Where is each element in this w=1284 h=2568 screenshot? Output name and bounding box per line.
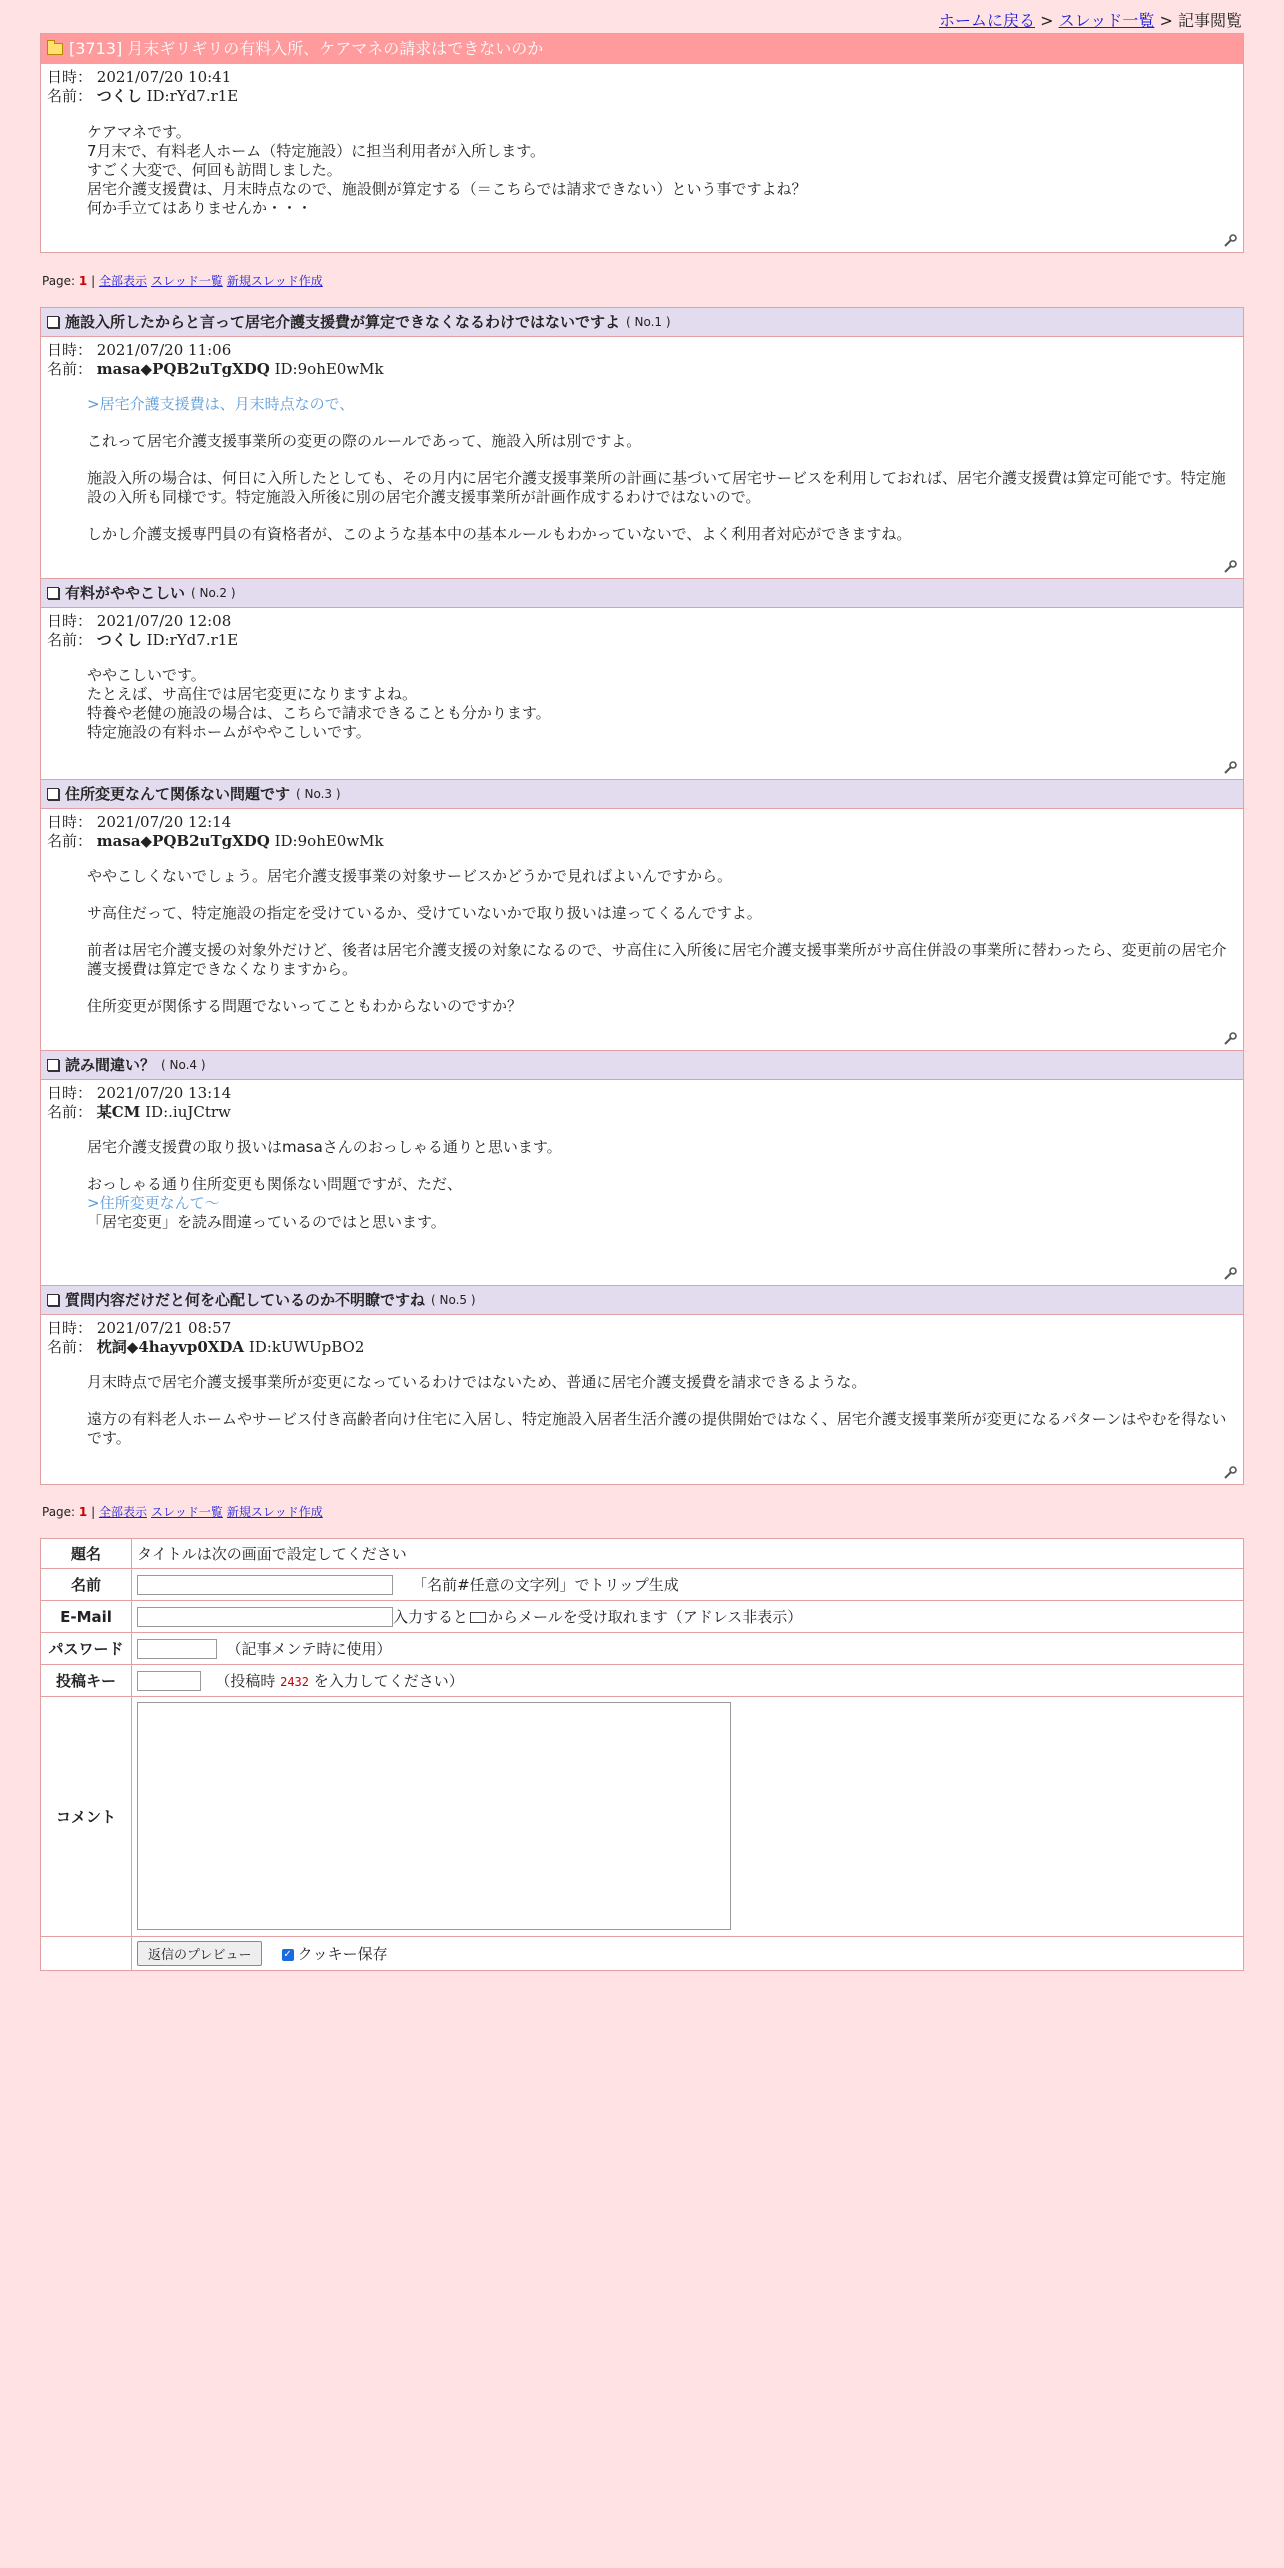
subject-text: タイトルは次の画面で設定してください (132, 1539, 1244, 1569)
post-line: 7月末で、有料老人ホーム（特定施設）に担当利用者が入所します。 (87, 142, 546, 160)
name-label: 名前： (47, 87, 93, 105)
reply-header (41, 579, 1243, 608)
pager-separator: | (87, 274, 99, 288)
post-date: 2021/07/20 10:41 (96, 68, 232, 86)
reply-post (41, 1050, 1243, 1285)
post-date: 2021/07/20 12:14 (96, 813, 232, 831)
folder-icon (47, 43, 63, 55)
post-key-hint-b: を入力してください） (313, 1671, 464, 1690)
post-body (41, 379, 1243, 544)
pager-separator: | (87, 1505, 99, 1519)
reply-title: 読み間違い？ (65, 1056, 156, 1074)
reply-post (41, 779, 1243, 1050)
post-meta (41, 64, 1243, 106)
date-label: 日時： (47, 612, 93, 630)
reply-post (41, 308, 1243, 578)
password-field-label: パスワード (41, 1633, 132, 1665)
post-key-hint-a: （投稿時 (215, 1671, 276, 1690)
breadcrumb-current: 記事閲覧 (1177, 11, 1242, 30)
new-thread-link[interactable]: 新規スレッド作成 (226, 1505, 323, 1519)
new-thread-link[interactable]: 新規スレッド作成 (226, 274, 323, 288)
author-name: masa◆PQB2uTgXDQ (96, 832, 270, 850)
reply-header (41, 308, 1243, 337)
reply-list (40, 307, 1244, 1485)
name-hint: 「名前#任意の文字列」でトリップ生成 (412, 1575, 679, 1594)
show-all-link[interactable]: 全部表示 (98, 274, 147, 288)
name-field-label: 名前 (41, 1569, 132, 1601)
edit-wrench-icon[interactable] (1223, 234, 1237, 248)
author-name: 枕詞◆4hayvp0XDA (96, 1338, 245, 1356)
post-line: 特養や老健の施設の場合は、こちらで請求できることも分かります。 (87, 704, 551, 722)
mail-icon (470, 1612, 486, 1623)
reply-title: 質問内容だけだと何を心配しているのか不明瞭ですね (65, 1291, 426, 1309)
post-paragraph: ややこしくないでしょう。居宅介護支援事業の対象サービスかどうかで見ればよいんですから。 (87, 867, 733, 885)
post-date: 2021/07/20 13:14 (96, 1084, 232, 1102)
post-line: 特定施設の有料ホームがややこしいです。 (87, 723, 371, 741)
comment-label: コメント (41, 1697, 132, 1937)
post-meta (41, 809, 1243, 851)
password-hint: （記事メンテ時に使用） (226, 1639, 392, 1658)
pager-prefix: Page: (42, 1505, 79, 1519)
current-page: 1 (78, 274, 88, 288)
reply-square-icon (47, 587, 59, 599)
post-body (41, 1122, 1243, 1232)
pager-prefix: Page: (42, 274, 79, 288)
edit-wrench-icon[interactable] (1223, 560, 1237, 574)
post-paragraph: 月末時点で居宅介護支援事業所が変更になっているわけではないため、普通に居宅介護支援費を請求できるような。 (87, 1373, 867, 1391)
reply-square-icon (47, 1059, 59, 1071)
post-line: 「居宅変更」を読み間違っているのではと思います。 (87, 1213, 446, 1231)
password-input[interactable] (137, 1639, 217, 1659)
author-id: ID:kUWUpBO2 (248, 1338, 365, 1356)
post-paragraph: 住所変更が関係する問題でないってこともわからないのですか？ (87, 997, 523, 1015)
post-meta (41, 1315, 1243, 1357)
post-body (41, 851, 1243, 1016)
thread-list-link[interactable]: スレッド一覧 (150, 1505, 223, 1519)
cookie-label: クッキー保存 (297, 1945, 388, 1963)
breadcrumb-separator: > (1034, 11, 1059, 30)
reply-number: ( No.5 ) (431, 1293, 476, 1307)
date-label: 日時： (47, 68, 93, 86)
post-date: 2021/07/20 12:08 (96, 612, 232, 630)
date-label: 日時： (47, 813, 93, 831)
quote-text: >居宅介護支援費は、月末時点なので、 (87, 395, 355, 413)
reply-number: ( No.4 ) (161, 1058, 206, 1072)
author-name: つくし (96, 631, 142, 649)
post-date: 2021/07/21 08:57 (96, 1319, 232, 1337)
pager-top (42, 272, 327, 289)
post-key-label: 投稿キー (41, 1665, 132, 1697)
post-meta (41, 608, 1243, 650)
name-label: 名前： (47, 1338, 93, 1356)
email-field-label: E-Mail (41, 1601, 132, 1633)
post-key-input[interactable] (137, 1671, 201, 1691)
author-name: つくし (96, 87, 142, 105)
edit-wrench-icon[interactable] (1223, 1032, 1237, 1046)
post-body (41, 650, 1243, 742)
name-label: 名前： (47, 832, 93, 850)
author-name: masa◆PQB2uTgXDQ (96, 360, 270, 378)
author-name: 某CM (96, 1103, 141, 1121)
post-meta (41, 337, 1243, 379)
name-label: 名前： (47, 1103, 93, 1121)
post-paragraph: 遠方の有料老人ホームやサービス付き高齢者向け住宅に入居し、特定施設入居者生活介護の提供開始ではなく、居宅介護支援事業所が変更になるパターンはやむを得ないです。 (87, 1410, 1227, 1447)
show-all-link[interactable]: 全部表示 (98, 1505, 147, 1519)
comment-textarea[interactable] (137, 1702, 731, 1930)
date-label: 日時： (47, 1319, 93, 1337)
reply-number: ( No.2 ) (191, 586, 236, 600)
breadcrumb (939, 8, 1242, 31)
reply-square-icon (47, 788, 59, 800)
reply-header (41, 1286, 1243, 1315)
post-date: 2021/07/20 11:06 (96, 341, 232, 359)
preview-button[interactable]: 返信のプレビュー (137, 1941, 262, 1966)
reply-number: ( No.3 ) (296, 787, 341, 801)
edit-wrench-icon[interactable] (1223, 1267, 1237, 1281)
post-paragraph: 施設入所の場合は、何日に入所したとしても、その月内に居宅介護支援事業所の計画に基づいて居宅サービスを利用しておれば、居宅介護支援費は算定可能です。特定施設の入所も同様です。特定施設入所後に別の居宅介護支援事業所が計画作成するわけではないので。 (87, 469, 1226, 506)
post-paragraph: しかし介護支援専門員の有資格者が、このような基本中の基本ルールもわかっていないで、よく利用者対応ができますね。 (87, 525, 912, 543)
reply-post (41, 578, 1243, 779)
parent-post-header (41, 34, 1243, 64)
subject-label: 題名 (41, 1539, 132, 1569)
parent-post (40, 33, 1244, 253)
home-link[interactable]: ホームに戻る (938, 11, 1035, 30)
quote-text: >住所変更なんて～ (87, 1194, 220, 1212)
post-key-value: 2432 (280, 1674, 310, 1689)
email-input[interactable] (137, 1607, 393, 1627)
author-id: ID:9ohE0wMk (274, 832, 384, 850)
author-id: ID:.iuJCtrw (145, 1103, 231, 1121)
reply-form (40, 1538, 1244, 1971)
name-label: 名前： (47, 360, 93, 378)
thread-list-link[interactable]: スレッド一覧 (150, 274, 223, 288)
empty-cell (41, 1937, 132, 1971)
email-hint-b: からメールを受け取れます（アドレス非表示） (488, 1607, 803, 1626)
reply-title: 有料がややこしい (65, 584, 186, 602)
post-body (41, 106, 1243, 218)
reply-title: 住所変更なんて関係ない問題です (65, 785, 291, 803)
post-line: ややこしいです。 (87, 666, 206, 684)
post-meta (41, 1080, 1243, 1122)
cookie-checkbox[interactable]: ✓ (283, 1948, 292, 1960)
edit-wrench-icon[interactable] (1223, 761, 1237, 775)
reply-header (41, 1051, 1243, 1080)
reply-square-icon (47, 1294, 59, 1306)
edit-wrench-icon[interactable] (1223, 1466, 1237, 1480)
thread-list-link[interactable]: スレッド一覧 (1058, 11, 1155, 30)
reply-number: ( No.1 ) (626, 315, 671, 329)
breadcrumb-separator: > (1154, 11, 1178, 30)
parent-post-title: [3713] 月末ギリギリの有料入所、ケアマネの請求はできないのか (69, 39, 544, 58)
author-id: ID:9ohE0wMk (274, 360, 384, 378)
post-line: 何か手立てはありませんか・・・ (87, 199, 313, 217)
current-page: 1 (78, 1505, 88, 1519)
author-id: ID:rYd7.r1E (146, 631, 239, 649)
pager-bottom (42, 1503, 327, 1520)
name-label: 名前： (47, 631, 93, 649)
date-label: 日時： (47, 1084, 93, 1102)
post-paragraph: サ高住だって、特定施設の指定を受けているか、受けていないかで取り扱いは違ってくるんですよ。 (87, 904, 762, 922)
post-line: おっしゃる通り住所変更も関係ない問題ですが、ただ、 (87, 1175, 463, 1193)
name-input[interactable] (137, 1575, 393, 1595)
post-body (41, 1357, 1243, 1448)
post-line: たとえば、サ高住では居宅変更になりますよね。 (87, 685, 418, 703)
email-hint-a: 入力すると (393, 1607, 469, 1626)
post-line: 居宅介護支援費は、月末時点なので、施設側が算定する（＝こちらでは請求できない）という事ですよね？ (87, 180, 807, 198)
reply-square-icon (47, 316, 59, 328)
author-id: ID:rYd7.r1E (146, 87, 239, 105)
reply-title: 施設入所したからと言って居宅介護支援費が算定できなくなるわけではないですよ (65, 313, 621, 331)
post-line: すごく大変で、何回も訪問しました。 (87, 161, 342, 179)
reply-header (41, 780, 1243, 809)
post-paragraph: 前者は居宅介護支援の対象外だけど、後者は居宅介護支援の対象になるので、サ高住に入所後に居宅介護支援事業所がサ高住併設の事業所に替わったら、変更前の居宅介護支援費は算定できなくなりますから。 (87, 941, 1227, 978)
post-line: ケアマネです。 (87, 123, 191, 141)
post-paragraph: これって居宅介護支援事業所の変更の際のルールであって、施設入所は別ですよ。 (87, 432, 642, 450)
post-paragraph: 居宅介護支援費の取り扱いはmasaさんのおっしゃる通りと思います。 (87, 1138, 562, 1156)
reply-post (41, 1285, 1243, 1484)
date-label: 日時： (47, 341, 93, 359)
